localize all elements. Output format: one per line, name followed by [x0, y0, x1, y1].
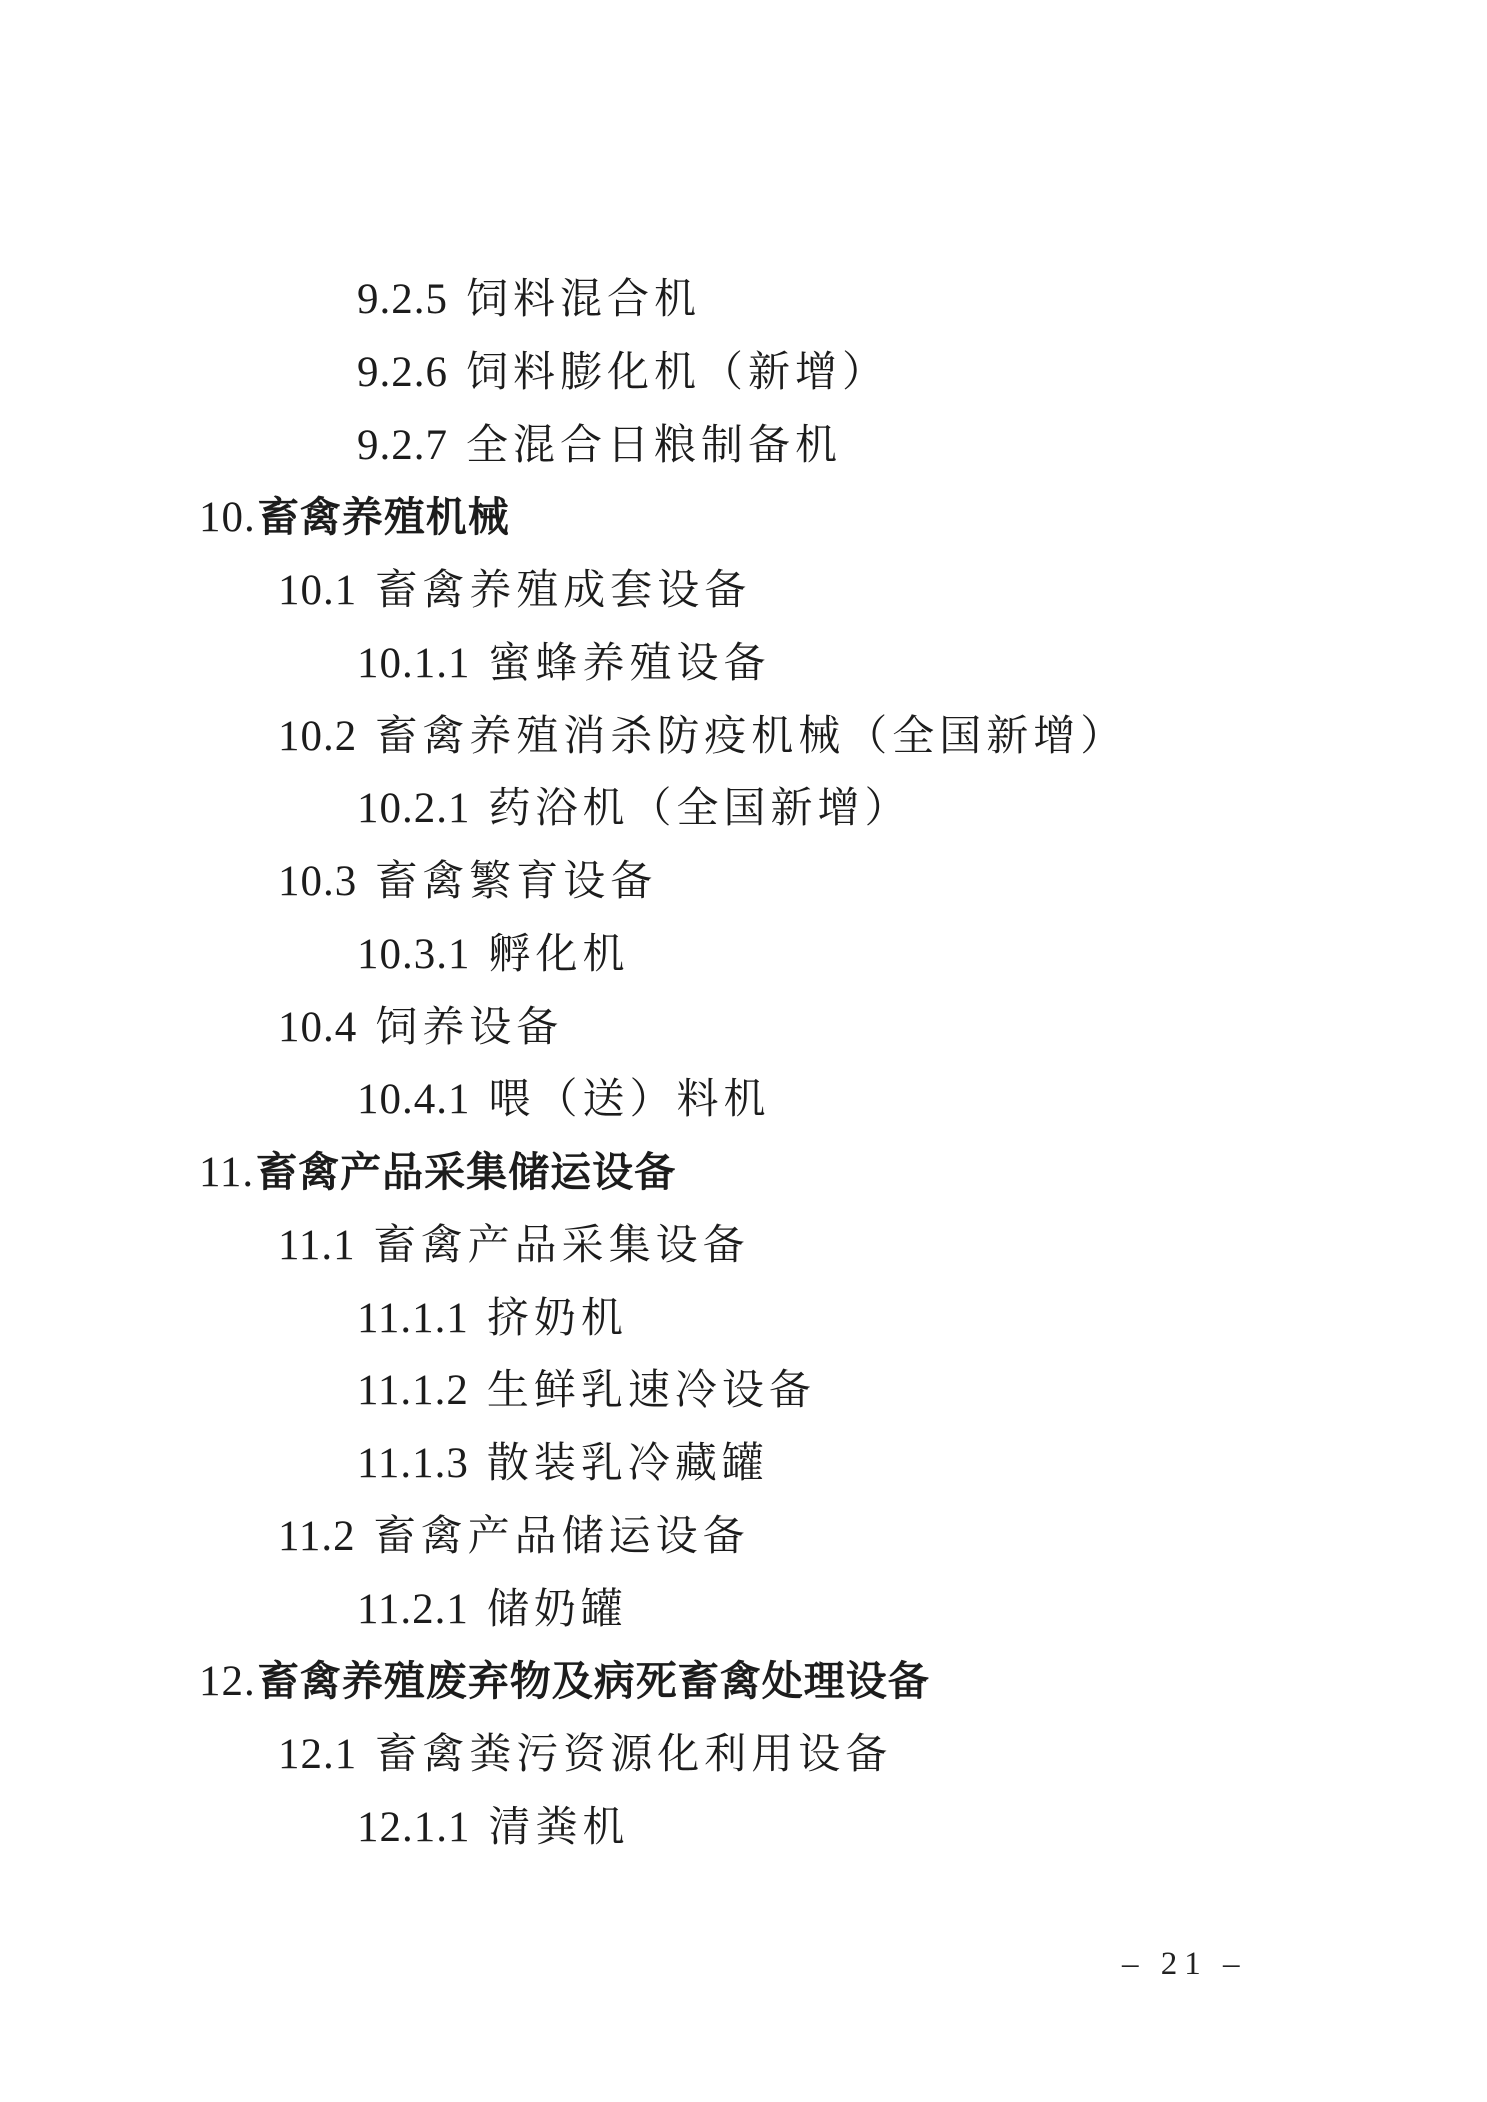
- item-number: 11.: [199, 1149, 255, 1196]
- list-item: [278, 1733, 892, 1776]
- item-text: 药浴机（全国新增）: [488, 786, 912, 833]
- item-text: 畜禽养殖机械: [257, 494, 510, 541]
- item-number: 11.1.3: [357, 1440, 469, 1487]
- item-text: 畜禽产品储运设备: [373, 1513, 750, 1560]
- item-text: 全混合日粮制备机: [466, 422, 843, 469]
- list-item: [278, 1221, 750, 1269]
- item-number: 10.: [199, 494, 256, 542]
- item-text: 畜禽繁育设备: [375, 859, 658, 905]
- item-number: 9.2.5: [357, 276, 448, 323]
- item-text: 饲养设备: [375, 1004, 564, 1051]
- item-number: 10.2.1: [357, 785, 471, 833]
- section-heading: [199, 1658, 930, 1706]
- item-number: 11.2.1: [357, 1585, 469, 1633]
- item-number: 10.3: [278, 858, 358, 905]
- list-item: [357, 930, 630, 978]
- item-text: 挤奶机: [486, 1295, 628, 1342]
- item-number: 11.1: [278, 1221, 356, 1269]
- list-item: [357, 1585, 628, 1633]
- scan-noise-specks: [0, 0, 2, 2]
- item-text: 孵化机: [488, 931, 630, 978]
- list-item: [278, 860, 657, 903]
- item-text: 饲料膨化机（新增）: [466, 349, 890, 396]
- item-number: 11.1.2: [357, 1367, 469, 1415]
- item-text: 畜禽养殖废弃物及病死畜禽处理设备: [257, 1658, 930, 1705]
- list-item: [357, 278, 701, 321]
- item-number: 10.1.1: [357, 639, 471, 687]
- item-text: 清粪机: [488, 1804, 630, 1851]
- list-item: [357, 785, 912, 833]
- section-heading: [199, 1151, 676, 1194]
- item-number: 11.2: [278, 1512, 356, 1560]
- item-number: 10.1: [278, 567, 358, 614]
- item-text: 畜禽粪污资源化利用设备: [375, 1732, 893, 1778]
- list-item: [278, 712, 1128, 760]
- item-number: 10.4.1: [357, 1076, 471, 1124]
- item-number: 12.1: [278, 1731, 358, 1778]
- item-text: 蜜蜂养殖设备: [488, 640, 771, 687]
- item-number: 12.: [199, 1658, 256, 1706]
- list-item: [357, 421, 843, 469]
- item-number: 10.4: [278, 1003, 358, 1051]
- list-item: [357, 639, 771, 687]
- item-text: 散装乳冷藏罐: [486, 1441, 769, 1487]
- list-item: [357, 1076, 771, 1124]
- page-number: – 21 –: [1122, 1946, 1247, 1982]
- item-text: 畜禽养殖成套设备: [375, 568, 752, 614]
- item-number: 9.2.7: [357, 421, 448, 469]
- item-text: 喂（送）料机: [488, 1077, 771, 1124]
- list-item: [357, 1294, 628, 1342]
- list-item: [357, 348, 890, 396]
- item-text: 储奶罐: [486, 1586, 628, 1633]
- item-number: 10.3.1: [357, 930, 471, 978]
- item-text: 饲料混合机: [466, 277, 702, 323]
- item-text: 畜禽产品采集设备: [373, 1222, 750, 1269]
- item-text: 畜禽养殖消杀防疫机械（全国新增）: [375, 713, 1128, 760]
- section-heading: [199, 494, 510, 542]
- item-text: 生鲜乳速冷设备: [486, 1368, 816, 1415]
- list-item: [357, 1367, 816, 1415]
- item-number: 11.1.1: [357, 1294, 469, 1342]
- list-item: [357, 1803, 630, 1851]
- list-item: [357, 1442, 769, 1485]
- item-text: 畜禽产品采集储运设备: [256, 1149, 677, 1195]
- list-item: [278, 1512, 750, 1560]
- list-item: [278, 1003, 564, 1051]
- list-item: [278, 569, 751, 612]
- item-number: 10.2: [278, 712, 358, 760]
- item-number: 9.2.6: [357, 348, 448, 396]
- item-number: 12.1.1: [357, 1803, 471, 1851]
